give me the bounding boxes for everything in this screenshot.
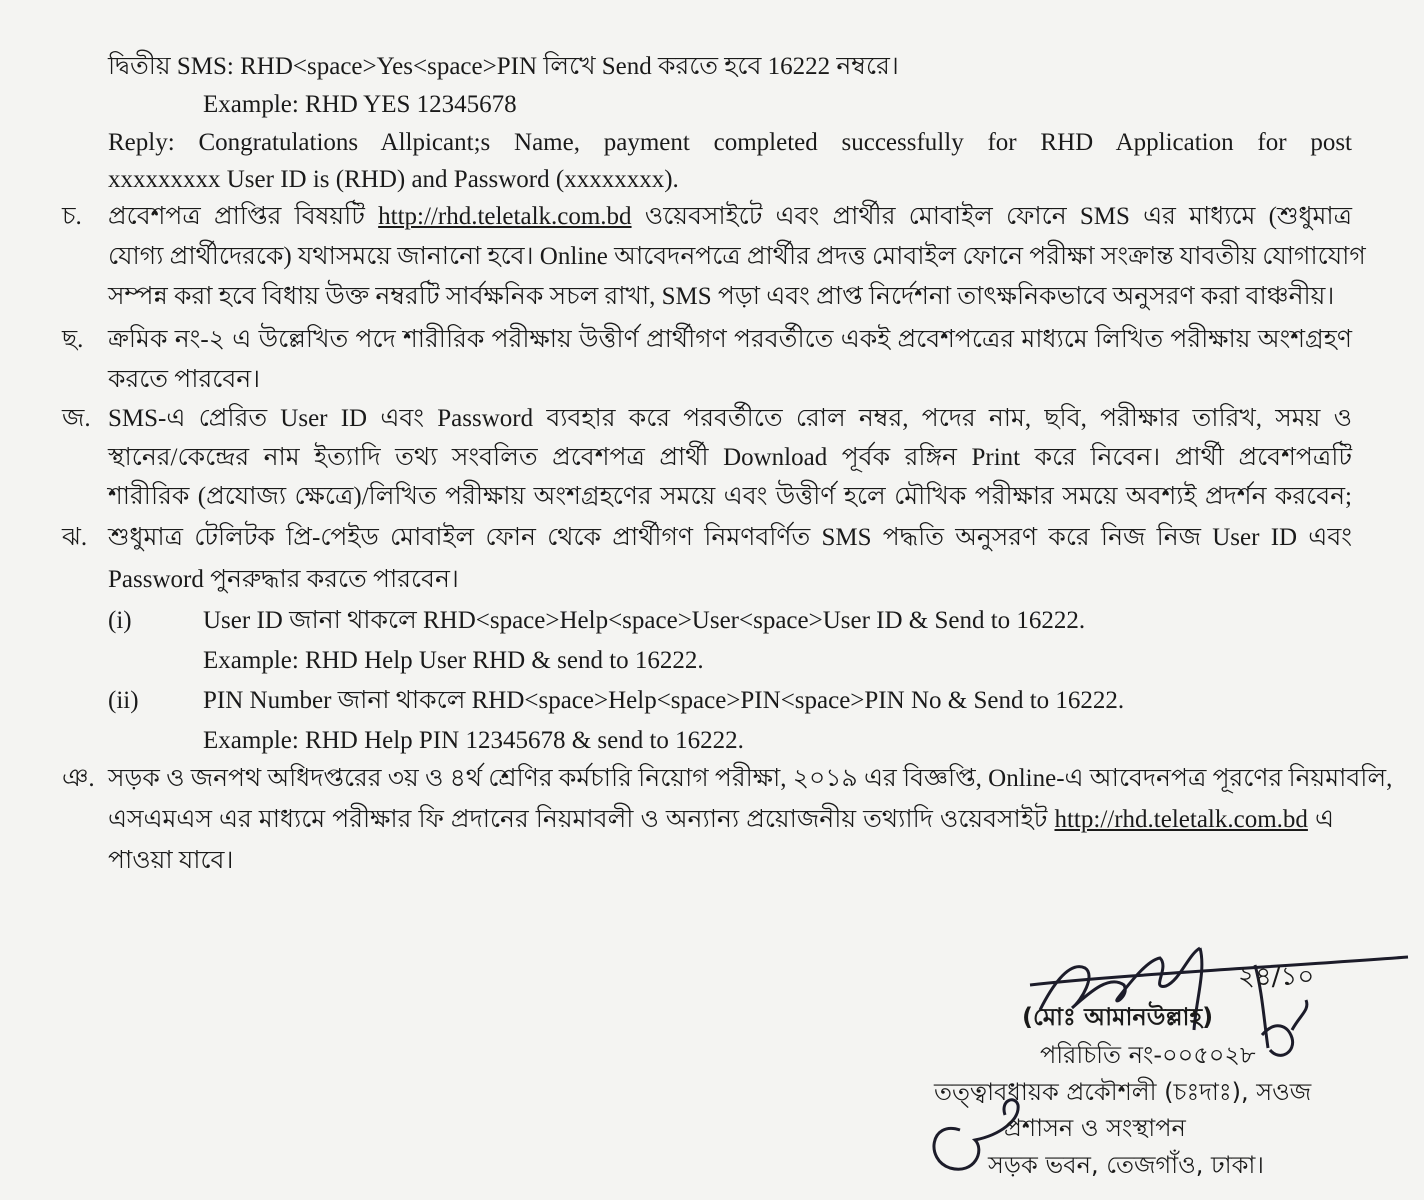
item-jha-line-2: Password পুনরুদ্ধার করতে পারবেন। xyxy=(108,566,459,593)
item-marker-cha: চ. xyxy=(62,203,82,230)
subitem-marker-ii: (ii) xyxy=(108,687,139,714)
item-nya-line-1: সড়ক ও জনপথ অধিদপ্তরের ৩য় ও ৪র্থ শ্রেণির কর্মচারি নিয়োগ পরীক্ষা, ২০১৯ এর বিজ্ঞপ্তি, Online-এ আবেদনপত্র পূরণের নিয়মাবলি, xyxy=(108,765,1393,792)
item-marker-ja: জ. xyxy=(62,405,91,432)
item-nya-line-3: পাওয়া যাবে। xyxy=(108,847,234,874)
reply-line-2: xxxxxxxxx User ID is (RHD) and Password (xxxxxxxx). xyxy=(108,166,679,193)
signatory-designation: তত্ত্বাবধায়ক প্রকৌশলী (চঃদাঃ), সওজ xyxy=(934,1078,1312,1106)
item-marker-jha: ঝ. xyxy=(62,524,88,551)
item-nya-text-pre: এসএমএস এর মাধ্যমে পরীক্ষার ফি প্রদানের নিয়মাবলী ও অন্যান্য প্রয়োজনীয় তথ্যাদি ওয়েবসাইট xyxy=(108,806,1055,833)
website-link[interactable]: http://rhd.teletalk.com.bd xyxy=(378,203,632,230)
website-link[interactable]: http://rhd.teletalk.com.bd xyxy=(1054,806,1308,833)
item-marker-chha: ছ. xyxy=(62,326,84,353)
item-marker-nya: ঞ. xyxy=(62,765,95,792)
second-sms-example: Example: RHD YES 12345678 xyxy=(203,91,517,118)
item-ja-line-1: SMS-এ প্রেরিত User ID এবং Password ব্যবহার করে পরবর্তীতে রোল নম্বর, পদের নাম, ছবি, পরীক্ষার তারিখ, সময় ও xyxy=(108,405,1352,432)
item-cha-line-3: সম্পন্ন করা হবে বিধায় উক্ত নম্বরটি সার্বক্ষনিক সচল রাখা, SMS পড়া এবং প্রাপ্ত নির্দেশনা তাৎক্ষনিকভাবে অনুসরণ করা বাঞ্চনীয়। xyxy=(108,283,1335,310)
subitem-i-example: Example: RHD Help User RHD & send to 16222. xyxy=(203,647,704,674)
item-cha-text-pre: প্রবেশপত্র প্রাপ্তির বিষয়টি xyxy=(108,203,379,230)
reply-line-1: Reply: Congratulations Allpicant;s Name, payment completed successfully for RHD Application for post xyxy=(108,129,1352,156)
signatory-office: প্রশাসন ও সংস্থাপন xyxy=(1004,1114,1186,1142)
item-ja-line-2: স্থানের/কেন্দ্রের নাম ইত্যাদি তথ্য সংবলিত প্রবেশপত্র প্রার্থী Download পূর্বক রঙ্গিন Print করে নিবেন। প্রার্থী প্রবেশপত্রটি xyxy=(108,444,1352,471)
item-cha-line-2: যোগ্য প্রার্থীদেরকে) যথাসময়ে জানানো হবে। Online আবেদনপত্রে প্রার্থীর প্রদত্ত মোবাইল ফোনে পরীক্ষা সংক্রান্ত যাবতীয় যোগাযোগ xyxy=(108,243,1366,270)
subitem-ii-example: Example: RHD Help PIN 12345678 & send to 16222. xyxy=(203,727,744,754)
signatory-name: (মোঃ আমানউল্লাহ) xyxy=(1022,1003,1214,1031)
handwritten-date: ২৪/১০ xyxy=(1238,962,1315,992)
subitem-ii-text: PIN Number জানা থাকলে RHD<space>Help<space>PIN<space>PIN No & Send to 16222. xyxy=(203,687,1125,714)
item-chha-line-2: করতে পারবেন। xyxy=(108,366,261,393)
subitem-marker-i: (i) xyxy=(108,607,132,634)
second-sms-line: দ্বিতীয় SMS: RHD<space>Yes<space>PIN লিখে Send করতে হবে 16222 নম্বরে। xyxy=(108,53,899,80)
item-ja-line-3: শারীরিক (প্রযোজ্য ক্ষেত্রে)/লিখিত পরীক্ষায় অংশগ্রহণের সময়ে এবং উত্তীর্ণ হলে মৌখিক পরীক্ষার সময়ে অবশ্যই প্রদর্শন করবেন; xyxy=(108,483,1352,510)
item-jha-line-1: শুধুমাত্র টেলিটক প্রি-পেইড মোবাইল ফোন থেকে প্রার্থীগণ নিমণবর্ণিত SMS পদ্ধতি অনুসরণ করে নিজ নিজ User ID এবং xyxy=(108,524,1352,551)
item-cha-text-post: ওয়েবসাইটে এবং প্রার্থীর মোবাইল ফোনে SMS এর মাধ্যমে (শুধুমাত্র xyxy=(631,203,1352,230)
signatory-address: সড়ক ভবন, তেজগাঁও, ঢাকা। xyxy=(988,1151,1264,1179)
item-chha-line-1: ক্রমিক নং-২ এ উল্লেখিত পদে শারীরিক পরীক্ষায় উত্তীর্ণ প্রার্থীগণ পরবর্তীতে একই প্রবেশপত্রের মাধ্যমে লিখিত পরীক্ষায় অংশগ্রহণ xyxy=(108,326,1352,353)
item-nya-text-post: এ xyxy=(1307,806,1334,833)
subitem-i-text: User ID জানা থাকলে RHD<space>Help<space>User<space>User ID & Send to 16222. xyxy=(203,607,1086,634)
signatory-id: পরিচিতি নং-০০৫০২৮ xyxy=(1040,1041,1256,1069)
